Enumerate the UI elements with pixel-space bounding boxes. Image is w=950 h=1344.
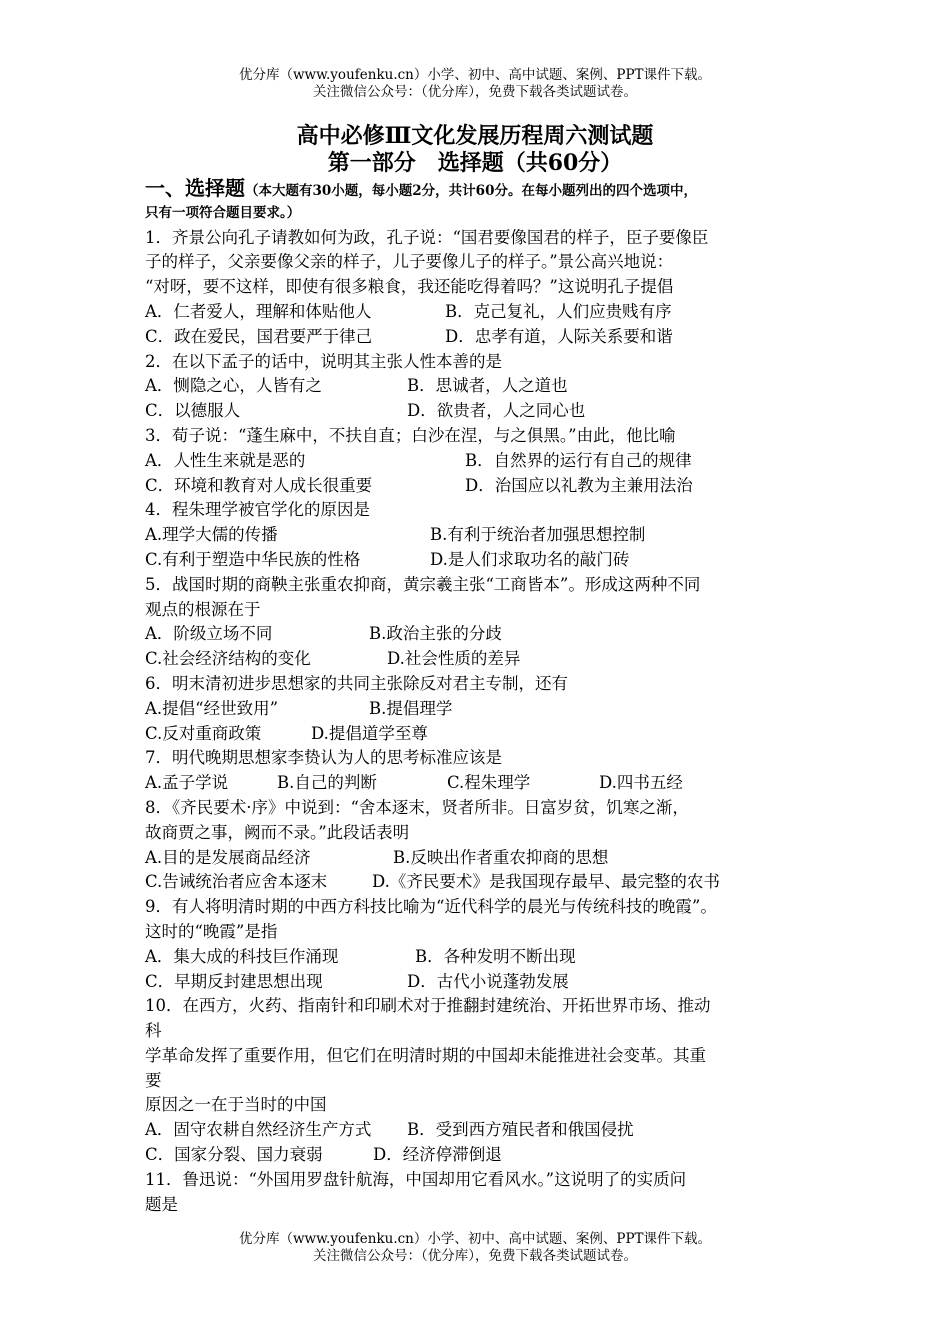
q8-stem-2: 故商贾之事，阙而不录。”此段话表明: [145, 822, 410, 842]
q3-stem: 3．荀子说：“蓬生麻中，不扶自直；白沙在涅，与之俱黑。”由此，他比喻: [145, 425, 676, 445]
section-note: （本大题有30小题，每小题2分，共计60分。在每小题列出的四个选项中，: [245, 183, 697, 199]
section-note-2: 只有一项符合题目要求。）: [145, 204, 301, 221]
q5-option-d: D.社会性质的差异: [387, 649, 521, 669]
q9-options-ab: [145, 945, 815, 970]
q7-option-c: C.程朱理学: [447, 773, 531, 793]
q9-stem-2: 这时的“晚霞”是指: [145, 921, 278, 941]
q2-option-c: C．以德服人: [145, 401, 241, 421]
q9-options-cd: [145, 970, 815, 995]
q1-stem-1: 1．齐景公向孔子请教如何为政，孔子说：“国君要像国君的样子，臣子要像臣: [145, 227, 709, 247]
footer-line-1: 优分库（www.youfenku.cn）小学、初中、高中试题、案例、PPT课件下载。: [238, 1231, 712, 1247]
exam-title-part: 第一部分 选择题（共60分）: [327, 150, 623, 176]
q10-stem-3: 学革命发挥了重要作用，但它们在明清时期的中国却未能推进社会变革。其重: [145, 1045, 706, 1065]
q3-option-b: B．自然界的运行有自己的规律: [465, 450, 692, 470]
q2-option-b: B．思诚者，人之道也: [407, 376, 568, 396]
q1-option-c: C．政在爱民，国君要严于律己: [145, 326, 373, 346]
q6-option-a: A.提倡“经世致用”: [145, 698, 279, 718]
section-heading: 一、选择题: [145, 176, 245, 200]
q4-option-c: C.有利于塑造中华民族的性格: [145, 549, 361, 569]
section-heading-line: [145, 176, 815, 201]
q7-options: [145, 771, 815, 796]
q10-option-b: B．受到西方殖民者和俄国侵扰: [407, 1120, 634, 1140]
q2-stem: 2．在以下孟子的话中，说明其主张人性本善的是: [145, 351, 502, 371]
q2-option-a: A．恻隐之心，人皆有之: [145, 376, 322, 396]
q2-option-d: D．欲贵者，人之同心也: [407, 401, 586, 421]
q8-option-a: A.目的是发展商品经济: [145, 847, 311, 867]
q10-option-d: D．经济停滞倒退: [373, 1145, 502, 1165]
q9-option-d: D．古代小说蓬勃发展: [407, 971, 569, 991]
q10-stem-2: 科: [145, 1021, 162, 1041]
q3-option-d: D．治国应以礼教为主兼用法治: [465, 475, 693, 495]
q10-stem-4: 要: [145, 1070, 162, 1090]
q2-options-cd: [145, 399, 815, 424]
q8-option-c: C.告诫统治者应舍本逐末: [145, 872, 328, 892]
q1-options-cd: [145, 325, 815, 350]
q7-stem: 7．明代晚期思想家李贽认为人的思考标准应该是: [145, 748, 502, 768]
q4-options-cd: [145, 548, 815, 573]
q8-options-cd: [145, 870, 815, 895]
exam-title: [0, 123, 950, 177]
q5-option-b: B.政治主张的分歧: [369, 624, 502, 644]
q9-option-a: A．集大成的科技巨作涌现: [145, 946, 339, 966]
header-line-1: 优分库（www.youfenku.cn）小学、初中、高中试题、案例、PPT课件下载。: [238, 67, 712, 83]
q6-options-ab: [145, 697, 815, 722]
q9-option-c: C．早期反封建思想出现: [145, 971, 323, 991]
q5-options-ab: [145, 622, 815, 647]
q1-option-a: A．仁者爱人，理解和体贴他人: [145, 301, 372, 321]
q5-stem-1: 5．战国时期的商鞅主张重农抑商，黄宗羲主张“工商皆本”。形成这两种不同: [145, 574, 701, 594]
q10-options-ab: [145, 1118, 815, 1143]
q8-option-b: B.反映出作者重农抑商的思想: [393, 847, 609, 867]
q1-option-d: D．忠孝有道，人际关系要和谐: [445, 326, 673, 346]
q1-options-ab: [145, 300, 815, 325]
q11-stem-1: 11．鲁迅说：“外国用罗盘针航海，中国却用它看风水。”这说明了的实质问: [145, 1169, 687, 1189]
q3-option-a: A．人性生来就是恶的: [145, 450, 306, 470]
q10-option-c: C．国家分裂、国力衰弱: [145, 1145, 323, 1165]
q8-options-ab: [145, 846, 815, 871]
q4-option-d: D.是人们求取功名的敲门砖: [430, 549, 630, 569]
q10-options-cd: [145, 1143, 815, 1168]
exam-title-main: 高中必修Ⅲ文化发展历程周六测试题: [296, 123, 654, 149]
q5-option-a: A．阶级立场不同: [145, 624, 273, 644]
q4-option-b: B.有利于统治者加强思想控制: [430, 525, 646, 545]
q9-stem-1: 9．有人将明清时期的中西方科技比喻为“近代科学的晨光与传统科技的晚霞”。: [145, 897, 717, 917]
q6-stem: 6．明末清初进步思想家的共同主张除反对君主专制，还有: [145, 673, 568, 693]
q4-option-a: A.理学大儒的传播: [145, 525, 278, 545]
q2-options-ab: [145, 374, 815, 399]
q10-option-a: A．固守农耕自然经济生产方式: [145, 1120, 372, 1140]
q5-stem-2: 观点的根源在于: [145, 599, 261, 619]
q1-option-b: B．克己复礼，人们应贵贱有序: [445, 301, 672, 321]
q5-options-cd: [145, 647, 815, 672]
q3-options-ab: [145, 449, 815, 474]
q7-option-d: D.四书五经: [599, 773, 683, 793]
q6-option-d: D.提倡道学至尊: [311, 723, 428, 743]
q8-stem-1: 8．《齐民要术·序》中说到：“舍本逐末，贤者所非。日富岁贫，饥寒之渐，: [145, 797, 689, 817]
q6-option-c: C.反对重商政策: [145, 723, 262, 743]
q8-option-d: D.《齐民要术》是我国现存最早、最完整的农书: [372, 872, 720, 892]
q7-option-b: B.自己的判断: [277, 773, 377, 793]
q1-stem-2: 子的样子，父亲要像父亲的样子，儿子要像儿子的样子。”景公高兴地说：: [145, 252, 674, 272]
q10-stem-1: 10．在西方，火药、指南针和印刷术对于推翻封建统治、开拓世界市场、推动: [145, 996, 711, 1016]
exam-content: [145, 176, 815, 1217]
page-header: [0, 67, 950, 101]
q1-stem-3: “对呀，要不这样，即使有很多粮食，我还能吃得着吗？”这说明孔子提倡: [145, 277, 674, 297]
q3-options-cd: [145, 474, 815, 499]
q7-option-a: A.孟子学说: [145, 773, 229, 793]
q9-option-b: B．各种发明不断出现: [415, 946, 576, 966]
q4-stem: 4．程朱理学被官学化的原因是: [145, 500, 370, 520]
q4-options-ab: [145, 523, 815, 548]
q3-option-c: C．环境和教育对人成长很重要: [145, 475, 373, 495]
q11-stem-2: 题是: [145, 1194, 178, 1214]
header-line-2: 关注微信公众号：（优分库），免费下载各类试题试卷。: [313, 84, 637, 100]
q6-options-cd: [145, 722, 815, 747]
footer-line-2: 关注微信公众号：（优分库），免费下载各类试题试卷。: [313, 1248, 637, 1264]
q6-option-b: B.提倡理学: [369, 698, 453, 718]
q5-option-c: C.社会经济结构的变化: [145, 649, 311, 669]
q10-stem-5: 原因之一在于当时的中国: [145, 1095, 327, 1115]
page-footer: [0, 1231, 950, 1265]
